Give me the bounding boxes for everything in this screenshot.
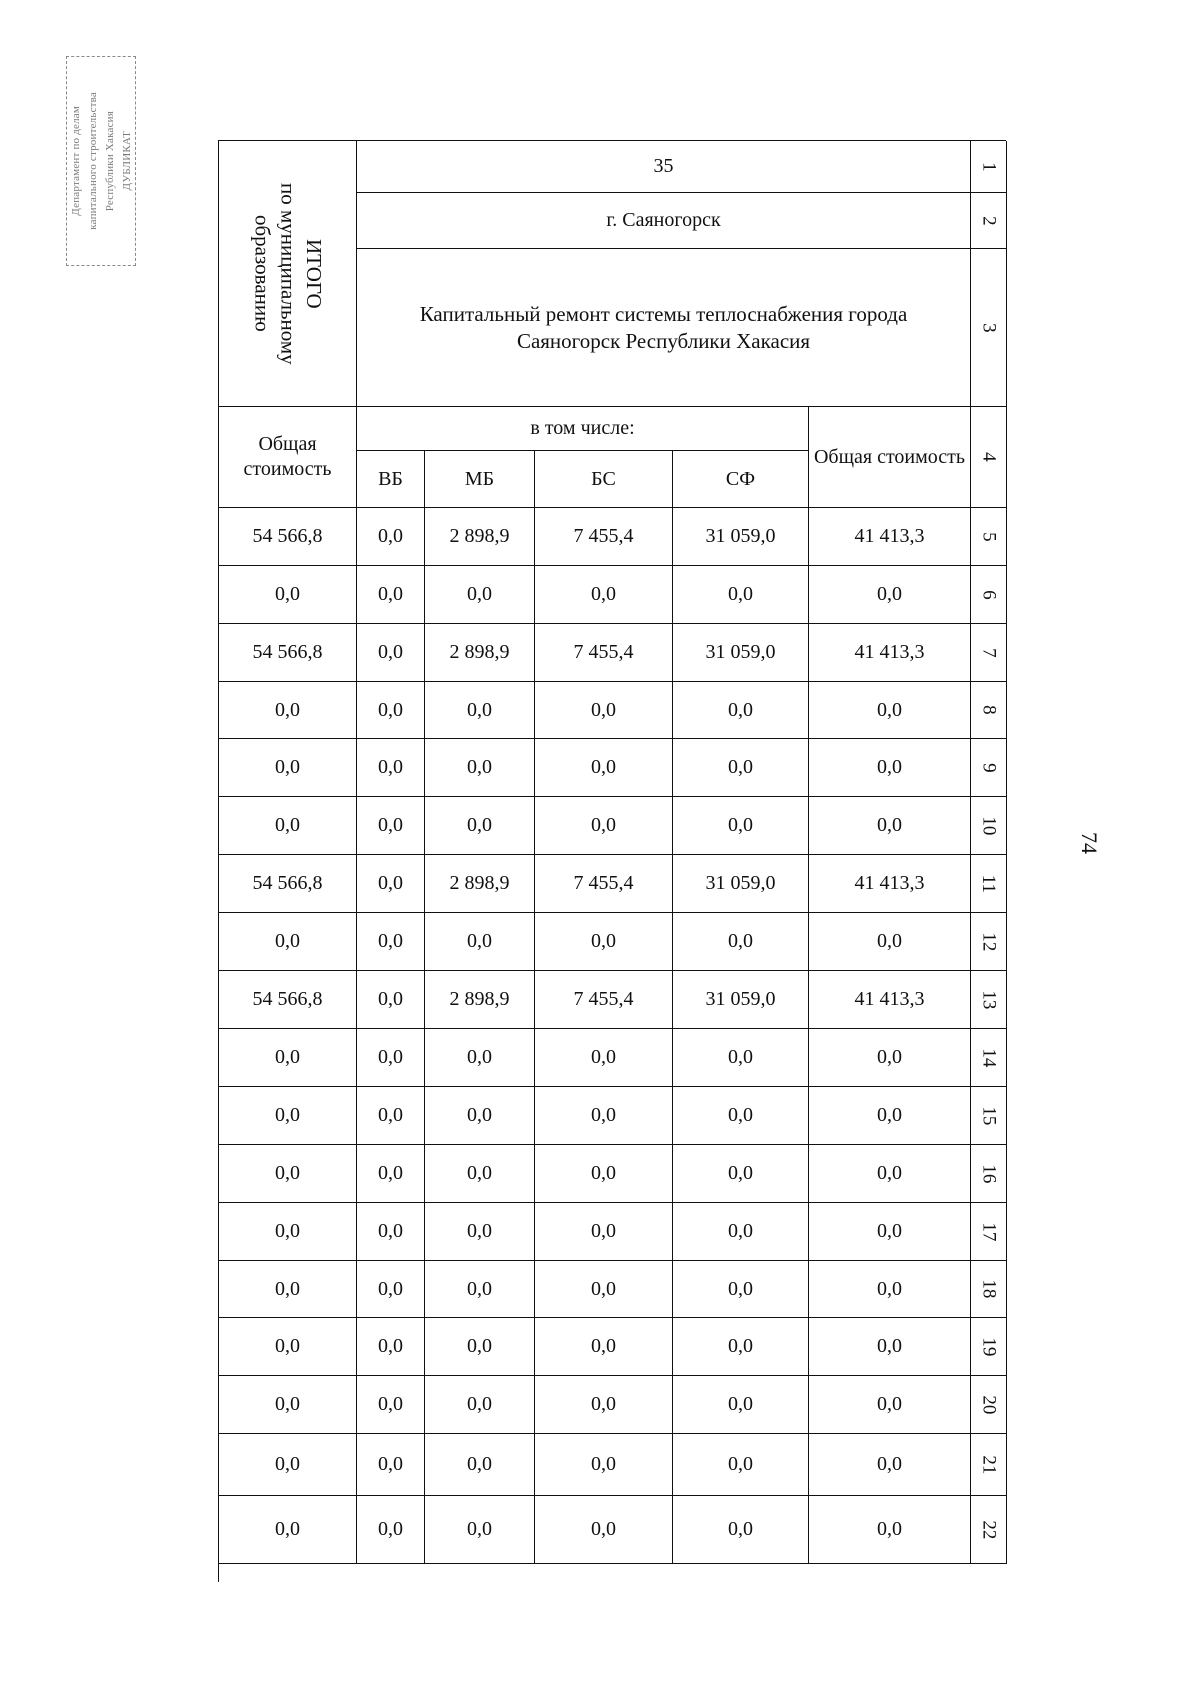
- cell-vb: 0,0: [357, 1376, 425, 1434]
- cell-object-cost: 0,0: [809, 1496, 971, 1564]
- cell-vb: 0,0: [357, 1434, 425, 1496]
- archive-stamp: [66, 56, 136, 266]
- cell-bs: 0,0: [535, 1087, 673, 1145]
- cell-object-cost: 41 413,3: [809, 971, 971, 1029]
- cell-total-cost: 0,0: [219, 682, 357, 739]
- cell-mb: 0,0: [425, 566, 535, 624]
- cell-vb: 0,0: [357, 1145, 425, 1203]
- row-index: [971, 913, 1007, 971]
- row-index: [971, 1434, 1007, 1496]
- cell-vb: 0,0: [357, 971, 425, 1029]
- stamp-line: капитального строительства: [86, 92, 99, 230]
- row-index: [971, 1203, 1007, 1261]
- cell-object-cost: 0,0: [809, 1376, 971, 1434]
- cell-total-cost: 54 566,8: [219, 624, 357, 682]
- cell-bs: 0,0: [535, 682, 673, 739]
- cell-mb: 0,0: [425, 1318, 535, 1376]
- row-index-label: 14: [978, 1048, 1000, 1067]
- row-index-label: 18: [978, 1279, 1000, 1299]
- cell-bs: 0,0: [535, 739, 673, 797]
- row-index-label: 20: [978, 1395, 1000, 1414]
- cell-object-cost: 0,0: [809, 1203, 971, 1261]
- row-index-label: 21: [978, 1455, 1000, 1474]
- col-header-bs: БС: [535, 451, 673, 508]
- row-index-label: 10: [978, 816, 1000, 835]
- cell-vb: 0,0: [357, 566, 425, 624]
- cell-vb: 0,0: [357, 624, 425, 682]
- row-index-label: 19: [978, 1337, 1000, 1356]
- cell-sf: 31 059,0: [673, 508, 809, 566]
- row-index-label: 16: [978, 1164, 1000, 1183]
- page-number: 74: [1077, 832, 1102, 854]
- cell-vb: 0,0: [357, 1087, 425, 1145]
- cell-mb: 0,0: [425, 1203, 535, 1261]
- cell-bs: 7 455,4: [535, 971, 673, 1029]
- cell-bs: 0,0: [535, 1434, 673, 1496]
- stamp-line: Республики Хакасия: [103, 110, 116, 212]
- col-header-vb: ВБ: [357, 451, 425, 508]
- row-index: 1: [971, 141, 1007, 193]
- row-index-label: 22: [978, 1520, 1000, 1539]
- row-index-label: 12: [978, 932, 1000, 951]
- cell-sf: 31 059,0: [673, 971, 809, 1029]
- row-index: [971, 1087, 1007, 1145]
- cell-sf: 0,0: [673, 739, 809, 797]
- cell-object-cost: 0,0: [809, 797, 971, 855]
- row-index: [971, 1496, 1007, 1564]
- row-index-label: 17: [978, 1222, 1000, 1241]
- cell-sf: 0,0: [673, 1496, 809, 1564]
- cell-object-cost: 41 413,3: [809, 624, 971, 682]
- cell-total-cost: 0,0: [219, 1318, 357, 1376]
- cell-object-cost: 0,0: [809, 1145, 971, 1203]
- cell-mb: 0,0: [425, 1087, 535, 1145]
- cell-object-cost: 0,0: [809, 1029, 971, 1087]
- cell-vb: 0,0: [357, 1029, 425, 1087]
- stamp-line: Департамент по делам: [69, 106, 82, 216]
- row-index: [971, 1029, 1007, 1087]
- cell-total-cost: 0,0: [219, 1203, 357, 1261]
- row-index-label: 6: [978, 589, 1000, 600]
- cell-mb: 0,0: [425, 1261, 535, 1318]
- stamp-line: ДУБЛИКАТ: [120, 131, 133, 191]
- cell-sf: 31 059,0: [673, 624, 809, 682]
- cell-total-cost: 0,0: [219, 1261, 357, 1318]
- cell-bs: 0,0: [535, 797, 673, 855]
- cell-mb: 0,0: [425, 1029, 535, 1087]
- cell-mb: 0,0: [425, 797, 535, 855]
- cell-object-cost: 0,0: [809, 682, 971, 739]
- cell-vb: 0,0: [357, 1318, 425, 1376]
- cell-object-cost: 41 413,3: [809, 855, 971, 913]
- total-label: [249, 183, 326, 365]
- cell-object-cost: 0,0: [809, 566, 971, 624]
- cell-sf: 0,0: [673, 1029, 809, 1087]
- cell-mb: 0,0: [425, 682, 535, 739]
- row-index-label: 9: [978, 762, 1000, 773]
- cell-vb: 0,0: [357, 1496, 425, 1564]
- row-index: [971, 1145, 1007, 1203]
- cell-total-cost: 0,0: [219, 739, 357, 797]
- cell-total-cost: 0,0: [219, 566, 357, 624]
- row-index: [971, 1376, 1007, 1434]
- cell-vb: 0,0: [357, 739, 425, 797]
- total-label-line: ИТОГО: [301, 238, 326, 309]
- cell-total-cost: 0,0: [219, 797, 357, 855]
- cell-object-cost: 0,0: [809, 1434, 971, 1496]
- row-index-label: 11: [978, 874, 1000, 893]
- row-index: [971, 1318, 1007, 1376]
- row-index: 3: [971, 249, 1007, 407]
- col-header-sf: СФ: [673, 451, 809, 508]
- row-index: [971, 971, 1007, 1029]
- cell-mb: 0,0: [425, 1496, 535, 1564]
- cell-bs: 0,0: [535, 1318, 673, 1376]
- cell-vb: 0,0: [357, 1203, 425, 1261]
- cell-mb: 0,0: [425, 739, 535, 797]
- object-number: 35: [357, 141, 971, 193]
- cell-total-cost: 0,0: [219, 1145, 357, 1203]
- cell-sf: 0,0: [673, 1087, 809, 1145]
- cell-object-cost: 0,0: [809, 913, 971, 971]
- cell-sf: 0,0: [673, 1203, 809, 1261]
- cell-vb: 0,0: [357, 1261, 425, 1318]
- cell-bs: 7 455,4: [535, 508, 673, 566]
- cell-vb: 0,0: [357, 508, 425, 566]
- cell-bs: 0,0: [535, 1203, 673, 1261]
- row-index: [971, 1261, 1007, 1318]
- cell-total-cost: 0,0: [219, 1029, 357, 1087]
- total-cost-header: Общая стоимость: [219, 407, 357, 508]
- cell-total-cost: 0,0: [219, 1496, 357, 1564]
- row-index-label: 5: [978, 531, 1000, 542]
- cell-mb: 2 898,9: [425, 971, 535, 1029]
- row-index: [971, 682, 1007, 739]
- cell-mb: 2 898,9: [425, 508, 535, 566]
- cell-mb: 0,0: [425, 1376, 535, 1434]
- cell-total-cost: 0,0: [219, 1087, 357, 1145]
- cell-object-cost: 0,0: [809, 739, 971, 797]
- total-label-cell: [219, 141, 357, 407]
- row-index: [971, 855, 1007, 913]
- cell-sf: 0,0: [673, 797, 809, 855]
- cell-object-cost: 0,0: [809, 1261, 971, 1318]
- cell-mb: 0,0: [425, 913, 535, 971]
- cell-bs: 7 455,4: [535, 624, 673, 682]
- cell-mb: 0,0: [425, 1434, 535, 1496]
- cell-mb: 2 898,9: [425, 624, 535, 682]
- cell-sf: 0,0: [673, 1145, 809, 1203]
- cell-sf: 0,0: [673, 1318, 809, 1376]
- cell-mb: 2 898,9: [425, 855, 535, 913]
- row-index: [971, 508, 1007, 566]
- cell-bs: 0,0: [535, 1145, 673, 1203]
- row-index-label: 13: [978, 990, 1000, 1009]
- cell-bs: 0,0: [535, 1029, 673, 1087]
- cell-sf: 0,0: [673, 1261, 809, 1318]
- cell-total-cost: 54 566,8: [219, 508, 357, 566]
- row-index: [971, 566, 1007, 624]
- cell-total-cost: 0,0: [219, 1376, 357, 1434]
- cell-vb: 0,0: [357, 855, 425, 913]
- col-header-mb: МБ: [425, 451, 535, 508]
- municipality-name: г. Саяногорск: [357, 193, 971, 249]
- total-label-line: по муниципальному: [276, 182, 301, 365]
- cell-object-cost: 0,0: [809, 1318, 971, 1376]
- row-index: [971, 797, 1007, 855]
- cell-total-cost: 0,0: [219, 913, 357, 971]
- cell-total-cost: 54 566,8: [219, 971, 357, 1029]
- object-cost-header: Общая стоимость: [809, 407, 971, 508]
- cell-vb: 0,0: [357, 797, 425, 855]
- row-index: 2: [971, 193, 1007, 249]
- cell-bs: 0,0: [535, 1496, 673, 1564]
- cell-sf: 0,0: [673, 682, 809, 739]
- row-index: [971, 624, 1007, 682]
- row-index-label: 7: [978, 647, 1000, 658]
- cost-table: [218, 140, 1006, 1582]
- cell-bs: 0,0: [535, 1376, 673, 1434]
- project-title: Капитальный ремонт системы теплоснабжения города Саяногорск Республики Хакасия: [357, 249, 971, 407]
- including-header: в том числе:: [357, 407, 809, 451]
- row-index: 4: [971, 407, 1007, 508]
- total-label-line: образованию: [250, 215, 275, 332]
- cell-object-cost: 41 413,3: [809, 508, 971, 566]
- cell-object-cost: 0,0: [809, 1087, 971, 1145]
- cell-bs: 0,0: [535, 913, 673, 971]
- row-index: [971, 739, 1007, 797]
- cell-sf: 31 059,0: [673, 855, 809, 913]
- cell-sf: 0,0: [673, 1376, 809, 1434]
- cell-sf: 0,0: [673, 913, 809, 971]
- cell-vb: 0,0: [357, 682, 425, 739]
- cell-bs: 0,0: [535, 1261, 673, 1318]
- cell-vb: 0,0: [357, 913, 425, 971]
- cell-sf: 0,0: [673, 1434, 809, 1496]
- cell-mb: 0,0: [425, 1145, 535, 1203]
- row-index-label: 15: [978, 1106, 1000, 1125]
- row-index-label: 8: [978, 705, 1000, 715]
- cell-total-cost: 54 566,8: [219, 855, 357, 913]
- cell-sf: 0,0: [673, 566, 809, 624]
- cell-bs: 7 455,4: [535, 855, 673, 913]
- cell-bs: 0,0: [535, 566, 673, 624]
- cell-total-cost: 0,0: [219, 1434, 357, 1496]
